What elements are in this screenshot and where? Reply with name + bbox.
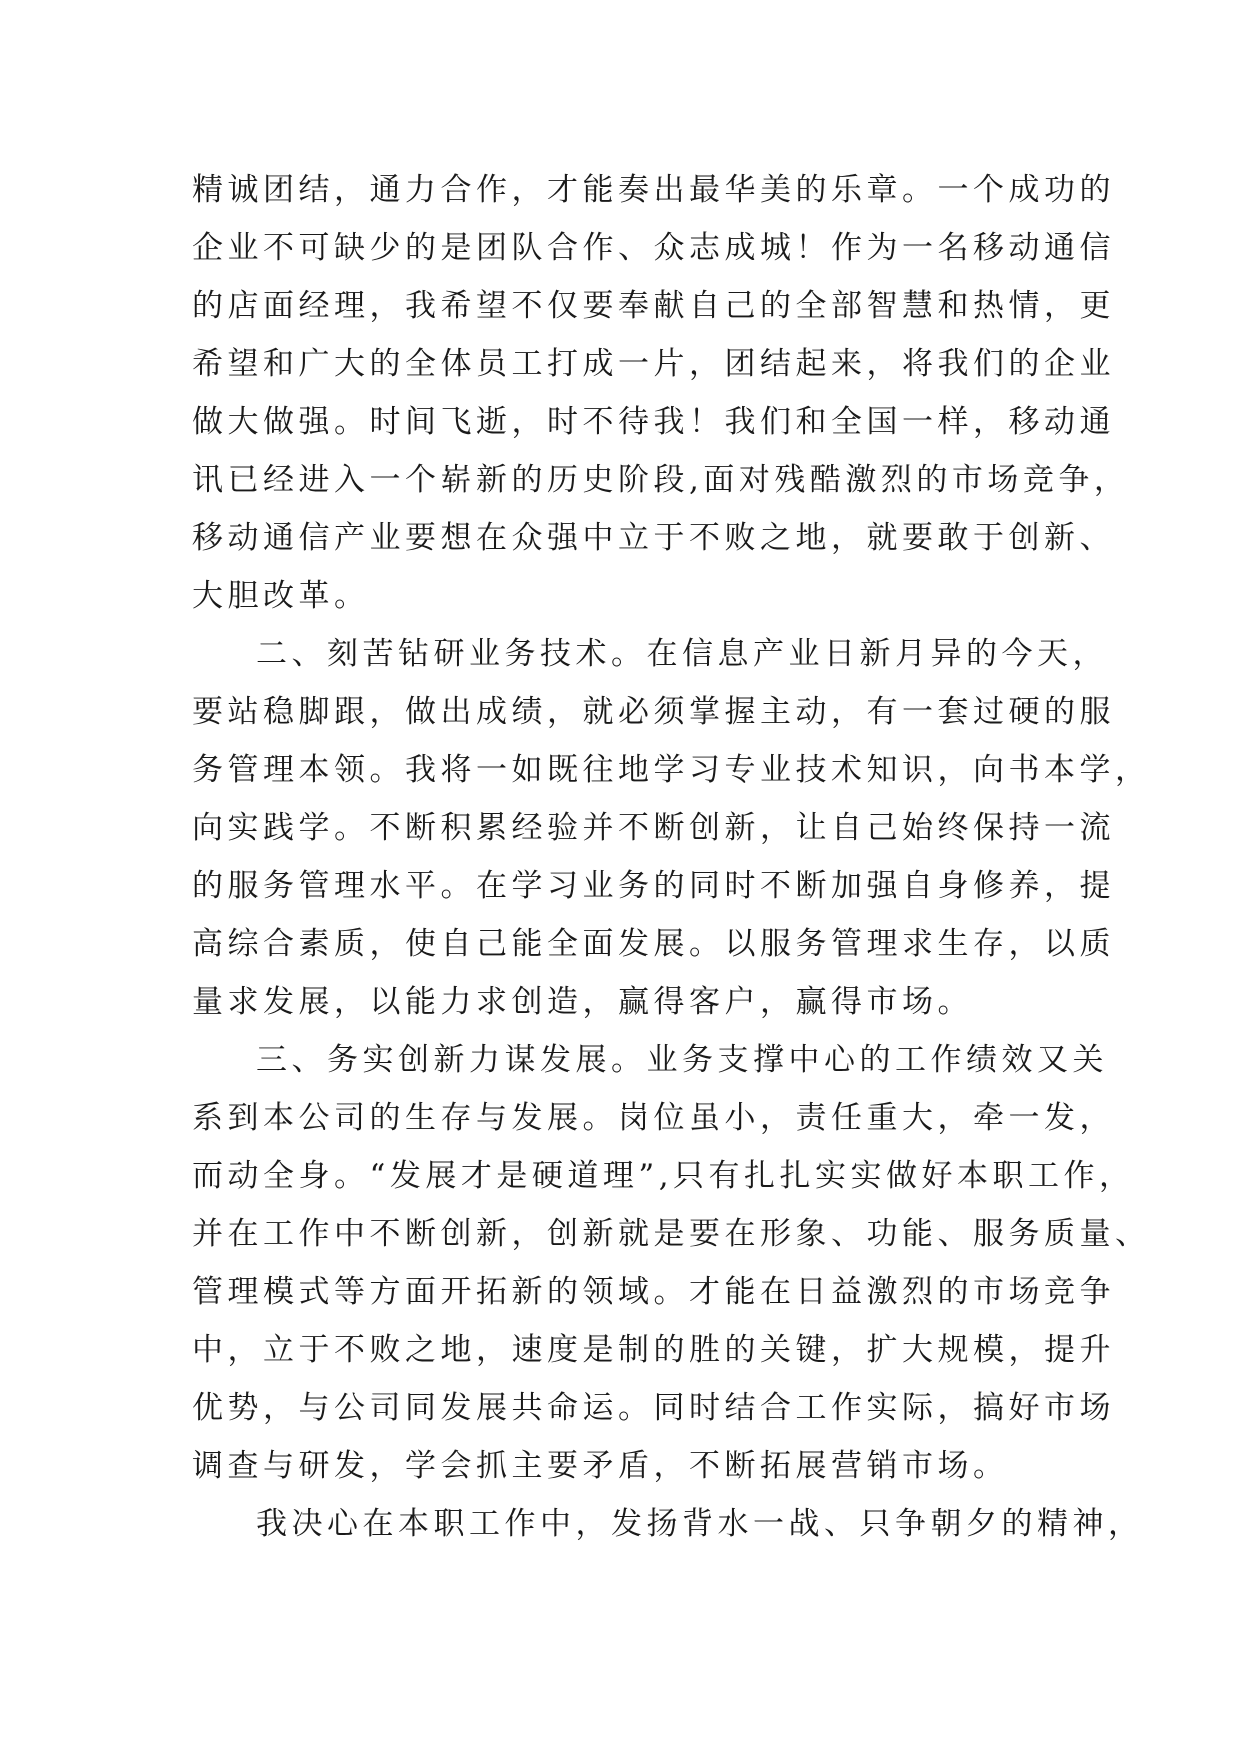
- text-line: 管理模式等方面开拓新的领域。才能在日益激烈的市场竞争: [192, 1274, 1115, 1310]
- text-line: 精诚团结，通力合作，才能奏出最华美的乐章。一个成功的: [192, 172, 1115, 208]
- paragraph-heading-line: 二、刻苦钻研业务技术。在信息产业日新月异的今天，: [256, 636, 1108, 672]
- text-line: 向实践学。不断积累经验并不断创新，让自己始终保持一流: [192, 810, 1115, 846]
- text-line: 希望和广大的全体员工打成一片，团结起来，将我们的企业: [192, 346, 1115, 382]
- text-line: 调查与研发，学会抓主要矛盾，不断拓展营销市场。: [192, 1448, 1009, 1484]
- text-line: 而动全身。“发展才是硬道理”,只有扎扎实实做好本职工作，: [192, 1158, 1135, 1194]
- text-line: 量求发展，以能力求创造，赢得客户，赢得市场。: [192, 984, 973, 1020]
- text-line: 优势，与公司同发展共命运。同时结合工作实际，搞好市场: [192, 1390, 1115, 1426]
- text-line: 企业不可缺少的是团队合作、众志成城！作为一名移动通信: [192, 230, 1115, 266]
- text-line: 并在工作中不断创新，创新就是要在形象、功能、服务质量、: [192, 1216, 1151, 1252]
- text-line: 的服务管理水平。在学习业务的同时不断加强自身修养，提: [192, 868, 1115, 904]
- text-line: 做大做强。时间飞逝，时不待我！我们和全国一样，移动通: [192, 404, 1115, 440]
- text-line: 移动通信产业要想在众强中立于不败之地，就要敢于创新、: [192, 520, 1115, 556]
- paragraph-heading-line: 三、务实创新力谋发展。业务支撑中心的工作绩效又关: [256, 1042, 1108, 1078]
- text-line: 高综合素质，使自己能全面发展。以服务管理求生存，以质: [192, 926, 1115, 962]
- text-line: 大胆改革。: [192, 578, 370, 614]
- paragraph-start-line: 我决心在本职工作中，发扬背水一战、只争朝夕的精神，: [256, 1506, 1144, 1542]
- text-line: 的店面经理，我希望不仅要奉献自己的全部智慧和热情，更: [192, 288, 1115, 324]
- text-line: 务管理本领。我将一如既往地学习专业技术知识，向书本学，: [192, 752, 1151, 788]
- text-line: 系到本公司的生存与发展。岗位虽小，责任重大，牵一发，: [192, 1100, 1115, 1136]
- text-line: 讯已经进入一个崭新的历史阶段,面对残酷激烈的市场竞争，: [192, 462, 1130, 498]
- text-line: 中，立于不败之地，速度是制的胜的关键，扩大规模，提升: [192, 1332, 1115, 1368]
- text-line: 要站稳脚跟，做出成绩，就必须掌握主动，有一套过硬的服: [192, 694, 1115, 730]
